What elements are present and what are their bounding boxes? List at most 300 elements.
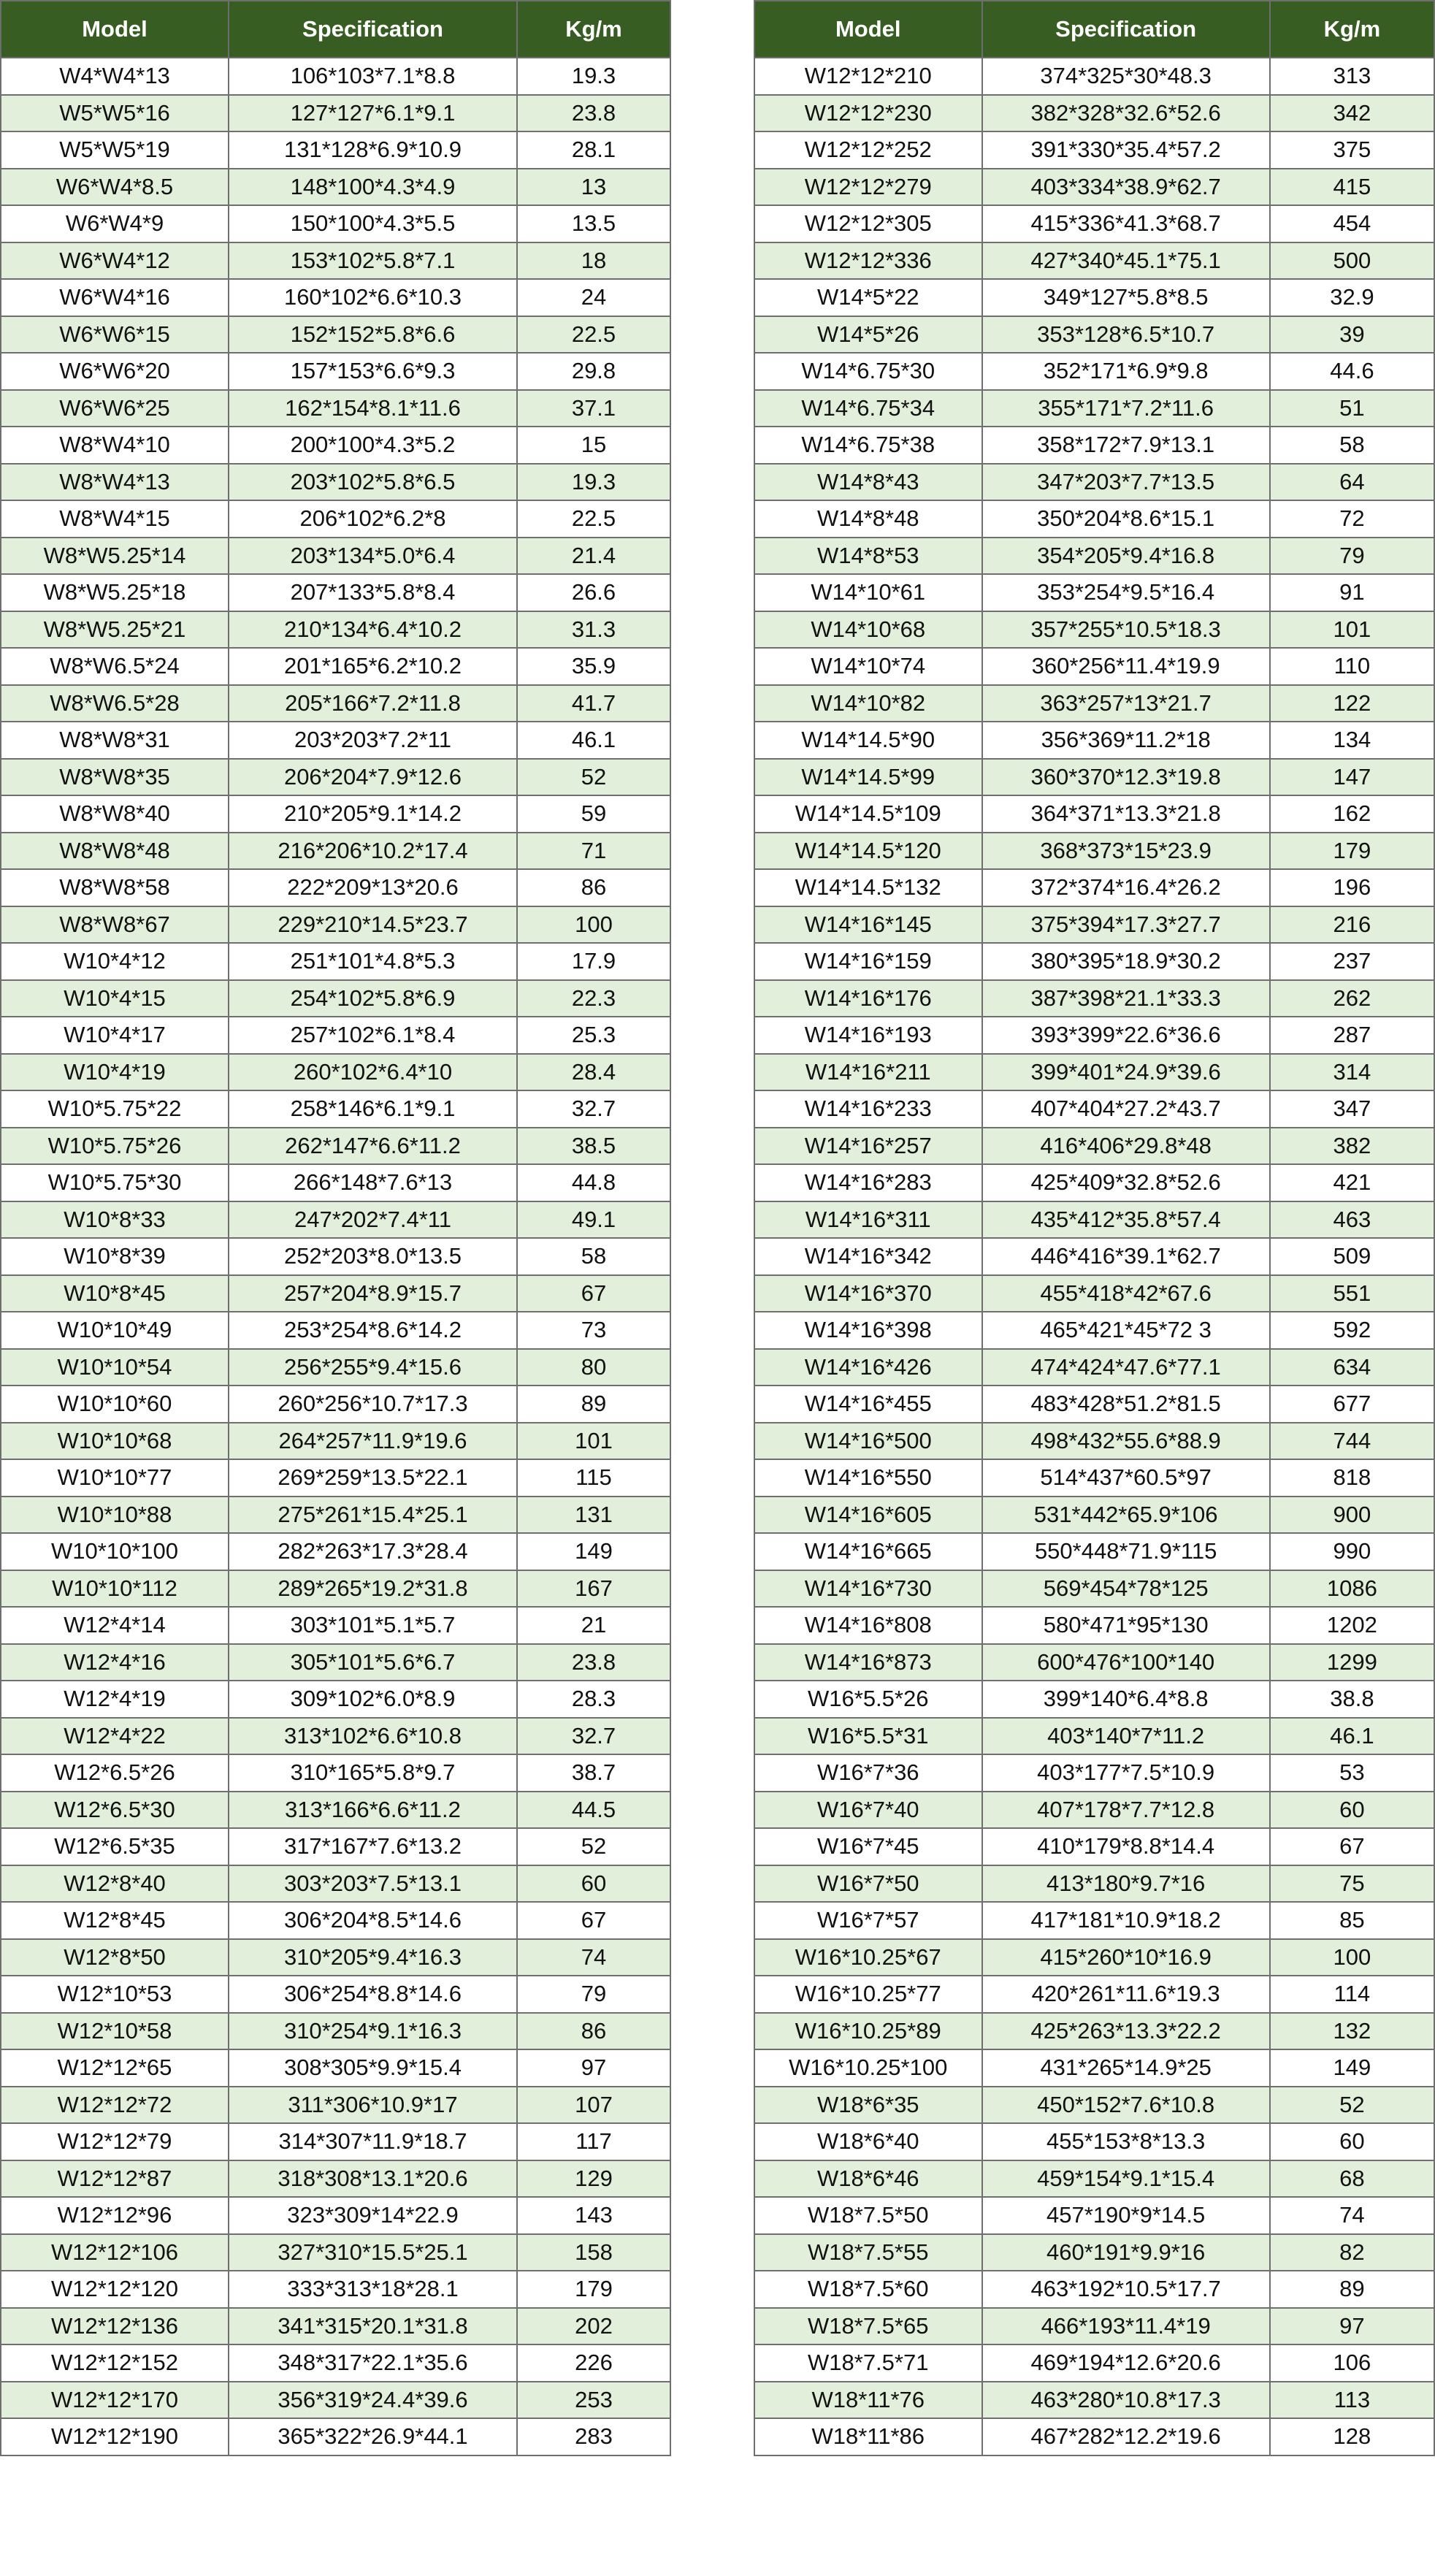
specification-cell: 463*192*10.5*17.7 [982,2271,1270,2308]
specification-cell: 311*306*10.9*17 [229,2087,517,2124]
specification-cell: 407*178*7.7*12.8 [982,1792,1270,1829]
weight-cell: 253 [517,2382,670,2419]
specification-cell: 282*263*17.3*28.4 [229,1533,517,1570]
model-cell: W14*8*43 [754,464,982,501]
weight-cell: 86 [517,869,670,906]
weight-cell: 53 [1270,1754,1434,1792]
model-cell: W10*10*49 [1,1312,229,1349]
table-row [754,980,1434,1017]
table-row [1,722,670,759]
table-row [754,2197,1434,2234]
specification-cell: 313*102*6.6*10.8 [229,1718,517,1755]
table-row [1,131,670,169]
specification-cell: 363*257*13*21.7 [982,685,1270,722]
specification-cell: 200*100*4.3*5.2 [229,427,517,464]
weight-cell: 900 [1270,1497,1434,1534]
specification-cell: 455*418*42*67.6 [982,1275,1270,1312]
specification-cell: 360*256*11.4*19.9 [982,648,1270,685]
weight-cell: 509 [1270,1238,1434,1275]
weight-cell: 100 [1270,1939,1434,1976]
weight-cell: 216 [1270,906,1434,944]
model-cell: W12*4*16 [1,1644,229,1681]
model-cell: W12*12*190 [1,2418,229,2455]
model-cell: W12*4*19 [1,1681,229,1718]
model-cell: W14*16*730 [754,1570,982,1608]
table-row [754,1275,1434,1312]
model-cell: W16*7*57 [754,1902,982,1939]
table-row [754,2234,1434,2271]
specification-cell: 469*194*12.6*20.6 [982,2344,1270,2382]
model-cell: W18*7.5*71 [754,2344,982,2382]
specification-cell: 157*153*6.6*9.3 [229,353,517,390]
weight-cell: 73 [517,1312,670,1349]
specification-cell: 253*254*8.6*14.2 [229,1312,517,1349]
model-cell: W12*12*72 [1,2087,229,2124]
table-row [754,1349,1434,1386]
specification-cell: 415*260*10*16.9 [982,1939,1270,1976]
model-cell: W16*7*45 [754,1828,982,1865]
table-row [754,611,1434,649]
model-cell: W12*12*152 [1,2344,229,2382]
weight-cell: 744 [1270,1423,1434,1460]
model-cell: W14*14.5*132 [754,869,982,906]
table-row [754,1128,1434,1165]
model-cell: W12*12*170 [1,2382,229,2419]
table-row [1,833,670,870]
specification-cell: 427*340*45.1*75.1 [982,242,1270,280]
model-cell: W14*14.5*120 [754,833,982,870]
model-cell: W8*W5.25*18 [1,574,229,611]
table-row [754,574,1434,611]
weight-cell: 51 [1270,390,1434,427]
weight-cell: 39 [1270,316,1434,353]
specification-cell: 483*428*51.2*81.5 [982,1386,1270,1423]
table-row [1,1349,670,1386]
model-cell: W12*12*106 [1,2234,229,2271]
weight-cell: 415 [1270,169,1434,206]
weight-cell: 634 [1270,1349,1434,1386]
model-cell: W5*W5*19 [1,131,229,169]
model-cell: W10*8*45 [1,1275,229,1312]
weight-cell: 17.9 [517,943,670,980]
table-row [754,1386,1434,1423]
weight-cell: 551 [1270,1275,1434,1312]
model-cell: W16*7*40 [754,1792,982,1829]
specification-cell: 569*454*78*125 [982,1570,1270,1608]
specification-cell: 313*166*6.6*11.2 [229,1792,517,1829]
model-cell: W6*W6*20 [1,353,229,390]
weight-cell: 74 [1270,2197,1434,2234]
weight-cell: 132 [1270,2013,1434,2050]
model-cell: W12*4*14 [1,1607,229,1644]
model-cell: W8*W8*35 [1,759,229,796]
table-row [1,1312,670,1349]
specification-cell: 531*442*65.9*106 [982,1497,1270,1534]
specification-cell: 310*165*5.8*9.7 [229,1754,517,1792]
weight-cell: 237 [1270,943,1434,980]
specification-cell: 355*171*7.2*11.6 [982,390,1270,427]
table-row [1,2382,670,2419]
model-cell: W12*6.5*26 [1,1754,229,1792]
specification-cell: 372*374*16.4*26.2 [982,869,1270,906]
model-cell: W14*8*53 [754,538,982,575]
weight-cell: 143 [517,2197,670,2234]
model-cell: W10*10*100 [1,1533,229,1570]
table-row [754,1497,1434,1534]
specification-cell: 264*257*11.9*19.6 [229,1423,517,1460]
table-row [754,2123,1434,2160]
model-cell: W8*W6.5*24 [1,648,229,685]
model-cell: W12*12*252 [754,131,982,169]
weight-cell: 28.3 [517,1681,670,1718]
header-model: Model [754,1,982,58]
weight-cell: 23.8 [517,1644,670,1681]
model-cell: W6*W4*16 [1,279,229,316]
table-header [1,1,670,58]
table-row [754,131,1434,169]
model-cell: W14*16*311 [754,1201,982,1239]
specification-cell: 403*140*7*11.2 [982,1718,1270,1755]
weight-cell: 89 [1270,2271,1434,2308]
table-row [754,95,1434,132]
table-row [754,2049,1434,2087]
model-cell: W18*7.5*65 [754,2308,982,2345]
model-cell: W12*12*96 [1,2197,229,2234]
specification-cell: 466*193*11.4*19 [982,2308,1270,2345]
model-cell: W10*10*68 [1,1423,229,1460]
table-row [1,1718,670,1755]
weight-cell: 91 [1270,574,1434,611]
weight-cell: 46.1 [517,722,670,759]
specification-cell: 457*190*9*14.5 [982,2197,1270,2234]
weight-cell: 19.3 [517,464,670,501]
weight-cell: 22.3 [517,980,670,1017]
specification-cell: 399*140*6.4*8.8 [982,1681,1270,1718]
model-cell: W14*10*61 [754,574,982,611]
specification-cell: 450*152*7.6*10.8 [982,2087,1270,2124]
table-row [1,648,670,685]
model-cell: W14*16*605 [754,1497,982,1534]
model-cell: W10*8*39 [1,1238,229,1275]
table-row [1,1128,670,1165]
specification-cell: 399*401*24.9*39.6 [982,1054,1270,1091]
weight-cell: 82 [1270,2234,1434,2271]
weight-cell: 990 [1270,1533,1434,1570]
weight-cell: 101 [1270,611,1434,649]
model-cell: W5*W5*16 [1,95,229,132]
model-cell: W8*W4*13 [1,464,229,501]
table-row [1,2234,670,2271]
specification-cell: 364*371*13.3*21.8 [982,795,1270,833]
specification-cell: 305*101*5.6*6.7 [229,1644,517,1681]
weight-cell: 41.7 [517,685,670,722]
table-row [754,1754,1434,1792]
weight-cell: 313 [1270,58,1434,95]
table-row [1,906,670,944]
weight-cell: 38.5 [517,1128,670,1165]
weight-cell: 167 [517,1570,670,1608]
table-row [754,906,1434,944]
weight-cell: 677 [1270,1386,1434,1423]
weight-cell: 113 [1270,2382,1434,2419]
weight-cell: 13.5 [517,205,670,242]
specification-cell: 460*191*9.9*16 [982,2234,1270,2271]
table-row [1,759,670,796]
weight-cell: 49.1 [517,1201,670,1239]
model-cell: W8*W8*67 [1,906,229,944]
weight-cell: 24 [517,279,670,316]
model-cell: W16*10.25*67 [754,1939,982,1976]
specification-cell: 356*369*11.2*18 [982,722,1270,759]
table-row [754,1681,1434,1718]
weight-cell: 158 [517,2234,670,2271]
model-cell: W4*W4*13 [1,58,229,95]
table-row [1,1570,670,1608]
header-kgm: Kg/m [1270,1,1434,58]
table-row [754,795,1434,833]
model-cell: W6*W6*25 [1,390,229,427]
weight-cell: 1202 [1270,1607,1434,1644]
specification-cell: 257*102*6.1*8.4 [229,1017,517,1054]
model-cell: W8*W5.25*14 [1,538,229,575]
weight-cell: 18 [517,242,670,280]
model-cell: W18*6*35 [754,2087,982,2124]
weight-cell: 79 [517,1976,670,2013]
weight-cell: 122 [1270,685,1434,722]
specification-cell: 347*203*7.7*13.5 [982,464,1270,501]
table-row [1,2344,670,2382]
weight-cell: 67 [1270,1828,1434,1865]
table-row [1,2049,670,2087]
specification-cell: 201*165*6.2*10.2 [229,648,517,685]
table-row [754,464,1434,501]
specification-cell: 333*313*18*28.1 [229,2271,517,2308]
specification-cell: 467*282*12.2*19.6 [982,2418,1270,2455]
model-cell: W10*4*19 [1,1054,229,1091]
model-cell: W14*16*398 [754,1312,982,1349]
model-cell: W16*7*36 [754,1754,982,1792]
table-row [1,316,670,353]
table-row [1,943,670,980]
specification-cell: 260*256*10.7*17.3 [229,1386,517,1423]
specification-cell: 256*255*9.4*15.6 [229,1349,517,1386]
table-row [754,390,1434,427]
specification-cell: 309*102*6.0*8.9 [229,1681,517,1718]
header-kgm: Kg/m [517,1,670,58]
weight-cell: 162 [1270,795,1434,833]
model-cell: W14*6.75*34 [754,390,982,427]
table-row [754,500,1434,538]
weight-cell: 97 [1270,2308,1434,2345]
specification-cell: 207*133*5.8*8.4 [229,574,517,611]
model-cell: W18*7.5*50 [754,2197,982,2234]
table-row [754,2160,1434,2198]
weight-cell: 342 [1270,95,1434,132]
table-row [1,2308,670,2345]
model-cell: W14*6.75*30 [754,353,982,390]
table-row [1,390,670,427]
model-cell: W12*6.5*30 [1,1792,229,1829]
weight-cell: 375 [1270,131,1434,169]
model-cell: W8*W8*40 [1,795,229,833]
table-row [1,1201,670,1239]
specification-cell: 306*254*8.8*14.6 [229,1976,517,2013]
weight-cell: 31.3 [517,611,670,649]
specification-cell: 206*204*7.9*12.6 [229,759,517,796]
specification-cell: 210*134*6.4*10.2 [229,611,517,649]
model-cell: W18*7.5*60 [754,2271,982,2308]
weight-cell: 147 [1270,759,1434,796]
table-row [754,169,1434,206]
model-cell: W14*16*233 [754,1090,982,1128]
table-row [754,685,1434,722]
specification-cell: 358*172*7.9*13.1 [982,427,1270,464]
model-cell: W14*16*550 [754,1459,982,1497]
weight-cell: 35.9 [517,648,670,685]
specification-cell: 341*315*20.1*31.8 [229,2308,517,2345]
table-row [1,1607,670,1644]
model-cell: W12*12*79 [1,2123,229,2160]
weight-cell: 107 [517,2087,670,2124]
specification-cell: 310*254*9.1*16.3 [229,2013,517,2050]
model-cell: W16*5.5*26 [754,1681,982,1718]
specification-cell: 247*202*7.4*11 [229,1201,517,1239]
table-row [1,169,670,206]
weight-cell: 115 [517,1459,670,1497]
table-row [1,980,670,1017]
model-cell: W14*16*257 [754,1128,982,1165]
model-cell: W10*4*15 [1,980,229,1017]
weight-cell: 44.8 [517,1164,670,1201]
specification-cell: 420*261*11.6*19.3 [982,1976,1270,2013]
model-cell: W18*11*86 [754,2418,982,2455]
model-cell: W14*14.5*90 [754,722,982,759]
model-cell: W10*5.75*22 [1,1090,229,1128]
specification-cell: 382*328*32.6*52.6 [982,95,1270,132]
model-cell: W10*5.75*30 [1,1164,229,1201]
table-row [1,1164,670,1201]
model-cell: W12*12*120 [1,2271,229,2308]
table-row [1,1828,670,1865]
specification-cell: 416*406*29.8*48 [982,1128,1270,1165]
table-row [1,1275,670,1312]
table-row [1,1939,670,1976]
table-row [754,1902,1434,1939]
table-row [754,1828,1434,1865]
model-cell: W8*W8*31 [1,722,229,759]
specification-cell: 600*476*100*140 [982,1644,1270,1681]
weight-cell: 421 [1270,1164,1434,1201]
specification-cell: 203*102*5.8*6.5 [229,464,517,501]
table-row [754,833,1434,870]
table-row [754,242,1434,280]
table-body [754,58,1434,2455]
specification-cell: 318*308*13.1*20.6 [229,2160,517,2198]
model-cell: W8*W4*10 [1,427,229,464]
weight-cell: 60 [1270,2123,1434,2160]
weight-cell: 23.8 [517,95,670,132]
table-row [1,538,670,575]
model-cell: W14*16*808 [754,1607,982,1644]
model-cell: W16*5.5*31 [754,1718,982,1755]
table-row [1,2087,670,2124]
weight-cell: 97 [517,2049,670,2087]
specification-cell: 353*254*9.5*16.4 [982,574,1270,611]
table-row [754,1312,1434,1349]
weight-cell: 37.1 [517,390,670,427]
steel-table-right [754,0,1435,2456]
weight-cell: 85 [1270,1902,1434,1939]
table-row [1,1238,670,1275]
table-row [754,1533,1434,1570]
weight-cell: 347 [1270,1090,1434,1128]
table-row [1,1017,670,1054]
weight-cell: 52 [517,759,670,796]
weight-cell: 28.4 [517,1054,670,1091]
table-row [1,1681,670,1718]
weight-cell: 463 [1270,1201,1434,1239]
table-row [1,685,670,722]
weight-cell: 283 [517,2418,670,2455]
model-cell: W12*12*65 [1,2049,229,2087]
weight-cell: 38.8 [1270,1681,1434,1718]
specification-cell: 425*263*13.3*22.2 [982,2013,1270,2050]
weight-cell: 179 [1270,833,1434,870]
model-cell: W12*6.5*35 [1,1828,229,1865]
weight-cell: 202 [517,2308,670,2345]
weight-cell: 117 [517,2123,670,2160]
weight-cell: 38.7 [517,1754,670,1792]
table-row [1,1865,670,1903]
specification-cell: 258*146*6.1*9.1 [229,1090,517,1128]
table-row [1,242,670,280]
weight-cell: 262 [1270,980,1434,1017]
model-cell: W14*6.75*38 [754,427,982,464]
model-cell: W14*16*283 [754,1164,982,1201]
table-row [754,1792,1434,1829]
table-row [1,574,670,611]
specification-cell: 356*319*24.4*39.6 [229,2382,517,2419]
specification-cell: 417*181*10.9*18.2 [982,1902,1270,1939]
weight-cell: 128 [1270,2418,1434,2455]
weight-cell: 106 [1270,2344,1434,2382]
weight-cell: 382 [1270,1128,1434,1165]
model-cell: W12*12*87 [1,2160,229,2198]
weight-cell: 1299 [1270,1644,1434,1681]
specification-cell: 514*437*60.5*97 [982,1459,1270,1497]
table-row [1,1423,670,1460]
specification-cell: 357*255*10.5*18.3 [982,611,1270,649]
model-cell: W12*8*45 [1,1902,229,1939]
table-row [1,1533,670,1570]
specification-cell: 350*204*8.6*15.1 [982,500,1270,538]
weight-cell: 22.5 [517,500,670,538]
weight-cell: 19.3 [517,58,670,95]
specification-cell: 254*102*5.8*6.9 [229,980,517,1017]
specification-cell: 498*432*55.6*88.9 [982,1423,1270,1460]
specification-cell: 308*305*9.9*15.4 [229,2049,517,2087]
specification-cell: 266*148*7.6*13 [229,1164,517,1201]
specification-cell: 474*424*47.6*77.1 [982,1349,1270,1386]
weight-cell: 500 [1270,242,1434,280]
table-row [754,1017,1434,1054]
weight-cell: 110 [1270,648,1434,685]
weight-cell: 131 [517,1497,670,1534]
specification-cell: 203*134*5.0*6.4 [229,538,517,575]
weight-cell: 52 [1270,2087,1434,2124]
specification-cell: 216*206*10.2*17.4 [229,833,517,870]
model-cell: W10*10*77 [1,1459,229,1497]
